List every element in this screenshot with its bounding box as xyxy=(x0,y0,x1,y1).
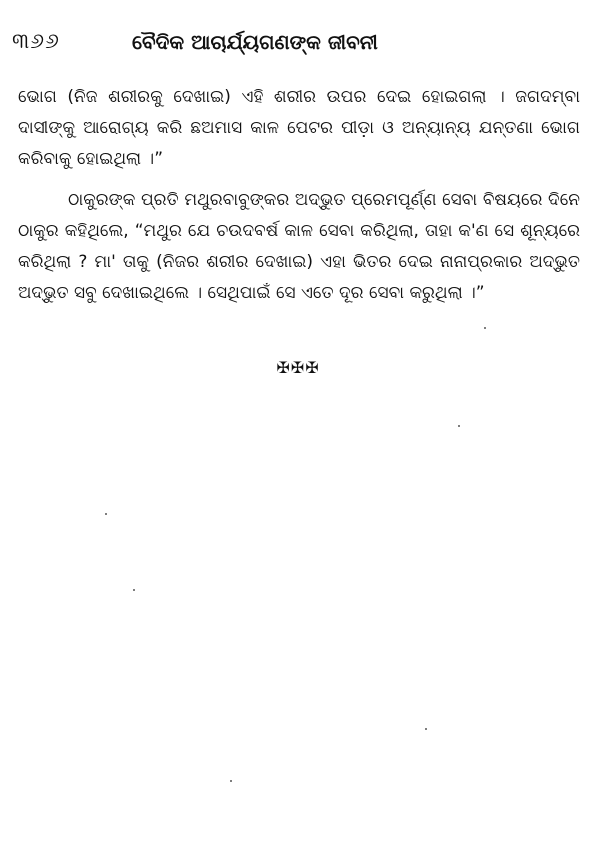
scan-speck xyxy=(458,425,460,427)
paragraph-thakur-mathur: ଠାକୁରଙ୍କ ପ୍ରତି ମଥୁରବାବୁଙ୍କର ଅଦ୍ଭୁତ ପ୍ରେମପୂର୍ଣ୍ଣ ସେବା ବିଷୟରେ ଦିନେ ଠାକୁର କହିଥିଲେ, “ମଥୁର ଯେ ଚଉଦବର୍ଷ କାଳ ସେବା କରିଥିଲା, ତାହା କ'ଣ ସେ ଶୂନ୍ୟରେ କରିଥିଲା ? ମା' ତାକୁ (ନିଜର ଶରୀର ଦେଖାଇ) ଏହା ଭିତର ଦେଇ ନାନାପ୍ରକାର ଅଦ୍ଭୁତ ଅଦ୍ଭୁତ ସବୁ ଦେଖାଇଥିଲେ । ସେଥିପାଇଁ ସେ ଏତେ ଦୂର ସେବା କରୁଥିଲା ।” xyxy=(18,190,580,303)
body-text xyxy=(18,82,580,309)
scan-speck xyxy=(133,589,135,591)
paragraph-continued: ଭୋଗ (ନିଜ ଶରୀରକୁ ଦେଖାଇ) ଏହି ଶରୀର ଉପର ଦେଇ ହୋଇଗଲା । ଜଗଦମ୍ବା ଦାସୀଙ୍କୁ ଆରୋଗ୍ୟ କରି ଛଅମାସ କାଳ ପେଟର ପୀଡ଼ା ଓ ଅନ୍ୟାନ୍ୟ ଯନ୍ତଣା ଭୋଗ କରିବାକୁ ହୋଇଥିଲା ।” xyxy=(18,87,580,169)
scan-speck xyxy=(484,327,486,329)
scan-speck xyxy=(230,780,232,782)
section-end-ornament: ✠✠✠ xyxy=(276,358,320,377)
scan-speck xyxy=(425,728,427,730)
running-title: ବୈଦିକ ଆଚାର୍ଯ୍ୟଗଣଙ୍କ ଜୀବନୀ xyxy=(132,30,378,54)
scan-speck xyxy=(105,513,107,515)
page-number: ୩୬୬ xyxy=(12,29,60,54)
